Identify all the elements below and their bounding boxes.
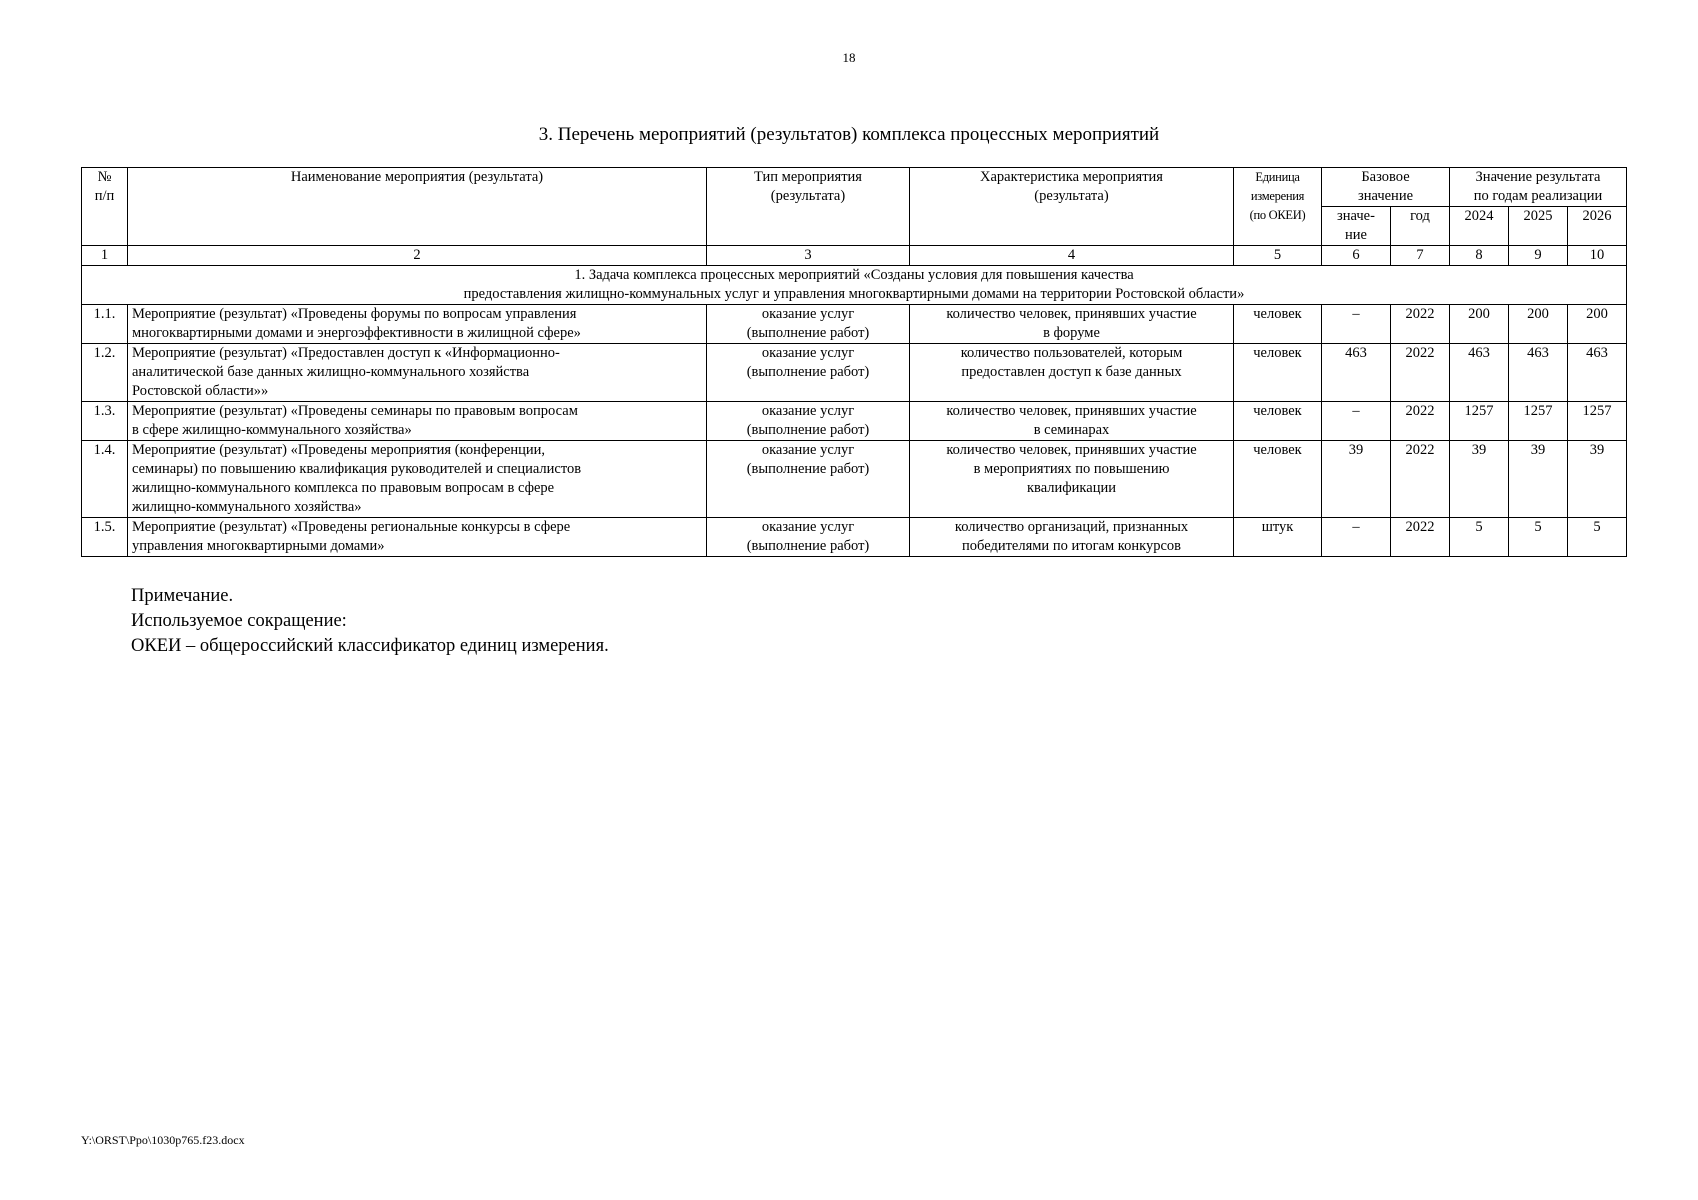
header-base-year: год [1391,207,1450,246]
table-body [82,168,1627,557]
row-type: оказание услуг (выполнение работ) [707,305,910,344]
header-row [82,168,1627,207]
row-value-2026: 463 [1568,344,1627,402]
column-number: 3 [707,246,910,266]
header-unit: Единица измерения (по ОКЕИ) [1234,168,1322,246]
header-base-value: значе- ние [1322,207,1391,246]
row-name: Мероприятие (результат) «Проведены региональные конкурсы в сфере управления многоквартирными домами» [128,518,707,557]
row-value-2026: 1257 [1568,402,1627,441]
row-name: Мероприятие (результат) «Проведены мероприятия (конференции, семинары) по повышению квалификация руководителей и специалистов жилищно-коммунального комплекса по правовым вопросам в сфере жилищно-коммунального хозяйства» [128,441,707,518]
row-unit: человек [1234,305,1322,344]
row-num: 1.3. [82,402,128,441]
row-type: оказание услуг (выполнение работ) [707,402,910,441]
row-base-year: 2022 [1391,344,1450,402]
row-base-value: – [1322,305,1391,344]
column-number: 1 [82,246,128,266]
row-type: оказание услуг (выполнение работ) [707,441,910,518]
row-value-2024: 463 [1450,344,1509,402]
row-base-value: 463 [1322,344,1391,402]
row-value-2024: 200 [1450,305,1509,344]
row-value-2025: 200 [1509,305,1568,344]
note-abbr-label: Используемое сокращение: [131,611,347,631]
row-value-2026: 200 [1568,305,1627,344]
row-num: 1.5. [82,518,128,557]
row-base-value: – [1322,402,1391,441]
header-characteristic: Характеристика мероприятия (результата) [910,168,1234,246]
header-name: Наименование мероприятия (результата) [128,168,707,246]
note [131,584,609,659]
column-number: 10 [1568,246,1627,266]
note-abbr-text: ОКЕИ – общероссийский классификатор единиц измерения. [131,636,609,656]
header-num: № п/п [82,168,128,246]
column-number: 9 [1509,246,1568,266]
row-value-2025: 1257 [1509,402,1568,441]
row-value-2026: 39 [1568,441,1627,518]
task-row [82,266,1627,305]
row-name: Мероприятие (результат) «Проведены семинары по правовым вопросам в сфере жилищно-коммунального хозяйства» [128,402,707,441]
row-characteristic: количество пользователей, которым предоставлен доступ к базе данных [910,344,1234,402]
row-characteristic: количество человек, принявших участие в форуме [910,305,1234,344]
header-result: Значение результата по годам реализации [1450,168,1627,207]
row-value-2024: 1257 [1450,402,1509,441]
table-row [82,305,1627,344]
task-heading: 1. Задача комплекса процессных мероприятий «Созданы условия для повышения качества предоставления жилищно-коммунальных услуг и управления многоквартирными домами на территории Ростовской области» [82,266,1627,305]
row-characteristic: количество человек, принявших участие в семинарах [910,402,1234,441]
header-year-2024: 2024 [1450,207,1509,246]
row-num: 1.2. [82,344,128,402]
row-value-2026: 5 [1568,518,1627,557]
column-number-row [82,246,1627,266]
row-name: Мероприятие (результат) «Проведены форумы по вопросам управления многоквартирными домами и энергоэффективности в жилищной сфере» [128,305,707,344]
row-value-2025: 463 [1509,344,1568,402]
column-number: 6 [1322,246,1391,266]
row-type: оказание услуг (выполнение работ) [707,344,910,402]
row-base-value: – [1322,518,1391,557]
table-row [82,518,1627,557]
row-num: 1.1. [82,305,128,344]
row-name: Мероприятие (результат) «Предоставлен доступ к «Информационно- аналитической базе данных жилищно-коммунального хозяйства Ростовской области»» [128,344,707,402]
header-base: Базовое значение [1322,168,1450,207]
file-path: Y:\ORST\Ppo\1030p765.f23.docx [81,1133,245,1147]
row-unit: человек [1234,402,1322,441]
measures-table [81,167,1627,557]
row-value-2024: 5 [1450,518,1509,557]
page-number: 18 [842,50,856,65]
row-value-2025: 39 [1509,441,1568,518]
header-type: Тип мероприятия (результата) [707,168,910,246]
column-number: 5 [1234,246,1322,266]
header-year-2025: 2025 [1509,207,1568,246]
row-type: оказание услуг (выполнение работ) [707,518,910,557]
column-number: 2 [128,246,707,266]
row-base-year: 2022 [1391,305,1450,344]
table-row [82,402,1627,441]
table-row [82,344,1627,402]
column-number: 8 [1450,246,1509,266]
row-unit: человек [1234,441,1322,518]
row-base-value: 39 [1322,441,1391,518]
row-characteristic: количество организаций, признанных победителями по итогам конкурсов [910,518,1234,557]
column-number: 4 [910,246,1234,266]
header-year-2026: 2026 [1568,207,1627,246]
row-unit: штук [1234,518,1322,557]
row-characteristic: количество человек, принявших участие в мероприятиях по повышению квалификации [910,441,1234,518]
row-base-year: 2022 [1391,518,1450,557]
row-num: 1.4. [82,441,128,518]
row-base-year: 2022 [1391,441,1450,518]
row-unit: человек [1234,344,1322,402]
row-base-year: 2022 [1391,402,1450,441]
column-number: 7 [1391,246,1450,266]
section-title: 3. Перечень мероприятий (результатов) комплекса процессных мероприятий [538,124,1160,145]
row-value-2024: 39 [1450,441,1509,518]
note-heading: Примечание. [131,586,234,606]
table-row [82,441,1627,518]
row-value-2025: 5 [1509,518,1568,557]
